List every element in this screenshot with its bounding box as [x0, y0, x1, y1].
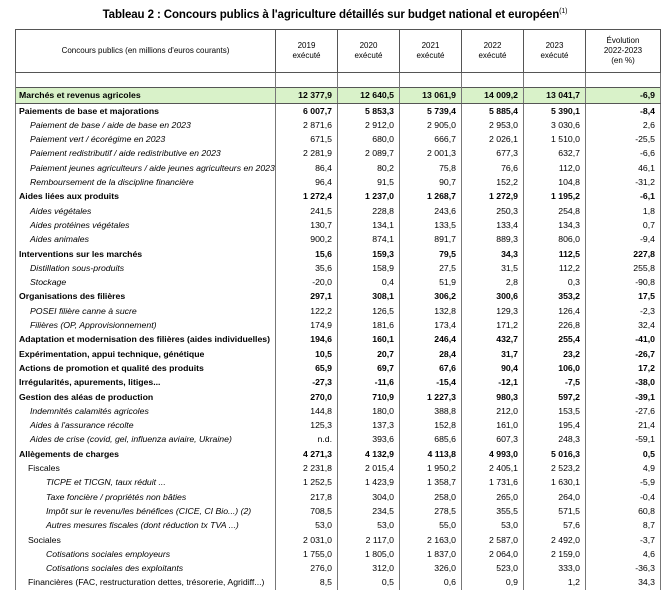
row-label: Gestion des aléas de production: [16, 390, 276, 404]
value-cell: 112,0: [524, 161, 586, 175]
value-cell: 6 007,7: [276, 103, 338, 118]
table-row: [16, 533, 661, 547]
table-row: [16, 103, 661, 118]
value-cell: 1 195,2: [524, 189, 586, 203]
value-cell: 3 030,6: [524, 118, 586, 132]
value-cell: 212,0: [462, 404, 524, 418]
table-row: [16, 361, 661, 375]
value-cell: 243,6: [400, 204, 462, 218]
value-cell: 76,6: [462, 161, 524, 175]
value-cell: 388,8: [400, 404, 462, 418]
header-year-2021: 2021 exécuté: [400, 30, 462, 73]
value-cell: -7,5: [524, 375, 586, 389]
table-row: [16, 132, 661, 146]
row-label: Adaptation et modernisation des filières (aides individuelles): [16, 332, 276, 346]
value-cell: n.d.: [276, 432, 338, 446]
table-row: [16, 461, 661, 475]
value-cell: 1 268,7: [400, 189, 462, 203]
row-label: Indemnités calamités agricoles: [16, 404, 276, 418]
table-row: [16, 247, 661, 261]
value-cell: 4 132,9: [338, 447, 400, 461]
row-label: Aides animales: [16, 232, 276, 246]
row-label: Aides protéines végétales: [16, 218, 276, 232]
value-cell: 69,7: [338, 361, 400, 375]
row-label: Irrégularités, apurements, litiges...: [16, 375, 276, 389]
row-label: Aides à l'assurance récolte: [16, 418, 276, 432]
value-cell: 28,4: [400, 347, 462, 361]
evolution-cell: 0,7: [586, 218, 661, 232]
value-cell: 666,7: [400, 132, 462, 146]
value-cell: 607,3: [462, 432, 524, 446]
value-cell: 5 853,3: [338, 103, 400, 118]
value-cell: 312,0: [338, 561, 400, 575]
value-cell: 134,3: [524, 218, 586, 232]
value-cell: 13 041,7: [524, 88, 586, 103]
row-label: Allègements de charges: [16, 447, 276, 461]
value-cell: 2 871,6: [276, 118, 338, 132]
evolution-cell: -0,4: [586, 490, 661, 504]
value-cell: 2 587,0: [462, 533, 524, 547]
table-row: [16, 232, 661, 246]
row-label: Fiscales: [16, 461, 276, 475]
value-cell: 133,5: [400, 218, 462, 232]
value-cell: 173,4: [400, 318, 462, 332]
value-cell: 297,1: [276, 289, 338, 303]
value-cell: 217,8: [276, 490, 338, 504]
value-cell: 677,3: [462, 146, 524, 160]
value-cell: 2 953,0: [462, 118, 524, 132]
evolution-cell: 4,9: [586, 461, 661, 475]
table-row: [16, 146, 661, 160]
value-cell: 2 492,0: [524, 533, 586, 547]
row-label: Paiement de base / aide de base en 2023: [16, 118, 276, 132]
value-cell: 0,6: [400, 575, 462, 589]
value-cell: 2 026,1: [462, 132, 524, 146]
value-cell: 671,5: [276, 132, 338, 146]
row-label: Cotisations sociales des exploitants: [16, 561, 276, 575]
value-cell: 889,3: [462, 232, 524, 246]
evolution-cell: 227,8: [586, 247, 661, 261]
value-cell: 2 159,0: [524, 547, 586, 561]
evolution-cell: -6,9: [586, 88, 661, 103]
value-cell: 355,5: [462, 504, 524, 518]
table-row: [16, 575, 661, 589]
value-cell: 12 640,5: [338, 88, 400, 103]
value-cell: -12,1: [462, 375, 524, 389]
table-title: Tableau 2 : Concours publics à l'agriculture détaillés sur budget national et européen$^{(1)}$: [102, 8, 568, 21]
table-row: [16, 375, 661, 389]
row-label: Aides végétales: [16, 204, 276, 218]
value-cell: 523,0: [462, 561, 524, 575]
table-row: [16, 118, 661, 132]
table-row: [16, 404, 661, 418]
row-label: Paiements de base et majorations: [16, 103, 276, 118]
row-label: Cotisations sociales employeurs: [16, 547, 276, 561]
value-cell: 91,5: [338, 175, 400, 189]
value-cell: 597,2: [524, 390, 586, 404]
value-cell: 685,6: [400, 432, 462, 446]
header-year-2022: 2022 exécuté: [462, 30, 524, 73]
value-cell: 134,1: [338, 218, 400, 232]
value-cell: 2 089,7: [338, 146, 400, 160]
evolution-cell: 4,6: [586, 547, 661, 561]
table-row: [16, 504, 661, 518]
row-label: Interventions sur les marchés: [16, 247, 276, 261]
value-cell: 228,8: [338, 204, 400, 218]
value-cell: 2,8: [462, 275, 524, 289]
header-year-2019: 2019 exécuté: [276, 30, 338, 73]
value-cell: 130,7: [276, 218, 338, 232]
value-cell: 226,8: [524, 318, 586, 332]
value-cell: 0,3: [524, 275, 586, 289]
evolution-cell: 1,8: [586, 204, 661, 218]
value-cell: 126,4: [524, 304, 586, 318]
row-label: Paiement jeunes agriculteurs / aide jeunes agriculteurs en 2023: [16, 161, 276, 175]
row-label: Filières (OP, Approvisionnement): [16, 318, 276, 332]
value-cell: 900,2: [276, 232, 338, 246]
value-cell: 31,7: [462, 347, 524, 361]
value-cell: 160,1: [338, 332, 400, 346]
value-cell: 2 064,0: [462, 547, 524, 561]
value-cell: 264,0: [524, 490, 586, 504]
value-cell: 125,3: [276, 418, 338, 432]
evolution-cell: -25,5: [586, 132, 661, 146]
value-cell: 2 015,4: [338, 461, 400, 475]
row-label: TICPE et TICGN, taux réduit ...: [16, 475, 276, 489]
evolution-cell: -5,9: [586, 475, 661, 489]
row-label: Taxe foncière / propriétés non bâties: [16, 490, 276, 504]
value-cell: 874,1: [338, 232, 400, 246]
value-cell: 1 237,0: [338, 189, 400, 203]
value-cell: 1 358,7: [400, 475, 462, 489]
row-label: Expérimentation, appui technique, génétique: [16, 347, 276, 361]
row-label: Stockage: [16, 275, 276, 289]
evolution-cell: 32,4: [586, 318, 661, 332]
value-cell: 53,0: [338, 518, 400, 532]
value-cell: 1 510,0: [524, 132, 586, 146]
value-cell: 80,2: [338, 161, 400, 175]
value-cell: 14 009,2: [462, 88, 524, 103]
value-cell: 144,8: [276, 404, 338, 418]
value-cell: 126,5: [338, 304, 400, 318]
evolution-cell: -59,1: [586, 432, 661, 446]
row-label: Actions de promotion et qualité des produits: [16, 361, 276, 375]
value-cell: 2 405,1: [462, 461, 524, 475]
value-cell: 23,2: [524, 347, 586, 361]
value-cell: 270,0: [276, 390, 338, 404]
value-cell: 891,7: [400, 232, 462, 246]
value-cell: 5 885,4: [462, 103, 524, 118]
value-cell: 27,5: [400, 261, 462, 275]
value-cell: 1 731,6: [462, 475, 524, 489]
value-cell: 194,6: [276, 332, 338, 346]
value-cell: 300,6: [462, 289, 524, 303]
row-label: Autres mesures fiscales (dont réduction tx TVA ...): [16, 518, 276, 532]
value-cell: 53,0: [462, 518, 524, 532]
evolution-cell: -38,0: [586, 375, 661, 389]
value-cell: 90,4: [462, 361, 524, 375]
value-cell: 75,8: [400, 161, 462, 175]
value-cell: 152,8: [400, 418, 462, 432]
value-cell: 2 117,0: [338, 533, 400, 547]
table-row: [16, 161, 661, 175]
value-cell: 15,6: [276, 247, 338, 261]
value-cell: 65,9: [276, 361, 338, 375]
evolution-cell: 17,5: [586, 289, 661, 303]
value-cell: 67,6: [400, 361, 462, 375]
value-cell: 171,2: [462, 318, 524, 332]
evolution-cell: -9,4: [586, 232, 661, 246]
value-cell: 680,0: [338, 132, 400, 146]
table-row: [16, 347, 661, 361]
value-cell: 708,5: [276, 504, 338, 518]
value-cell: 79,5: [400, 247, 462, 261]
value-cell: 806,0: [524, 232, 586, 246]
table-row: [16, 204, 661, 218]
evolution-cell: -6,1: [586, 189, 661, 203]
row-label: Distillation sous-produits: [16, 261, 276, 275]
value-cell: 1 837,0: [400, 547, 462, 561]
value-cell: 1 755,0: [276, 547, 338, 561]
table-row: [16, 475, 661, 489]
value-cell: 308,1: [338, 289, 400, 303]
evolution-cell: 60,8: [586, 504, 661, 518]
value-cell: 133,4: [462, 218, 524, 232]
row-label: Impôt sur le revenu/les bénéfices (CICE, CI Bio...) (2): [16, 504, 276, 518]
row-label: Remboursement de la discipline financière: [16, 175, 276, 189]
header-year-2023: 2023 exécuté: [524, 30, 586, 73]
value-cell: 1 630,1: [524, 475, 586, 489]
row-label: Sociales: [16, 533, 276, 547]
value-cell: 10,5: [276, 347, 338, 361]
value-cell: 104,8: [524, 175, 586, 189]
value-cell: 333,0: [524, 561, 586, 575]
value-cell: 0,9: [462, 575, 524, 589]
table-row: [16, 289, 661, 303]
row-label: Financières (FAC, restructuration dettes, trésorerie, Agridiff...): [16, 575, 276, 589]
evolution-cell: -2,3: [586, 304, 661, 318]
value-cell: 86,4: [276, 161, 338, 175]
value-cell: 13 061,9: [400, 88, 462, 103]
row-label: Aides liées aux produits: [16, 189, 276, 203]
evolution-cell: -31,2: [586, 175, 661, 189]
value-cell: 1 423,9: [338, 475, 400, 489]
value-cell: 129,3: [462, 304, 524, 318]
value-cell: 112,2: [524, 261, 586, 275]
value-cell: 980,3: [462, 390, 524, 404]
value-cell: 276,0: [276, 561, 338, 575]
evolution-cell: -26,7: [586, 347, 661, 361]
evolution-cell: 34,3: [586, 575, 661, 589]
value-cell: 5 016,3: [524, 447, 586, 461]
value-cell: 180,0: [338, 404, 400, 418]
table-row: [16, 261, 661, 275]
value-cell: 153,5: [524, 404, 586, 418]
evolution-cell: -8,4: [586, 103, 661, 118]
header-year-2020: 2020 exécuté: [338, 30, 400, 73]
value-cell: 4 271,3: [276, 447, 338, 461]
table-row: [16, 547, 661, 561]
value-cell: 2 281,9: [276, 146, 338, 160]
value-cell: 132,8: [400, 304, 462, 318]
value-cell: 137,3: [338, 418, 400, 432]
row-label: Aides de crise (covid, gel, influenza aviaire, Ukraine): [16, 432, 276, 446]
value-cell: 265,0: [462, 490, 524, 504]
value-cell: 326,0: [400, 561, 462, 575]
table-row: [16, 88, 661, 103]
table-row: [16, 189, 661, 203]
value-cell: 20,7: [338, 347, 400, 361]
value-cell: 2 163,0: [400, 533, 462, 547]
value-cell: -15,4: [400, 375, 462, 389]
value-cell: 174,9: [276, 318, 338, 332]
evolution-cell: -27,6: [586, 404, 661, 418]
value-cell: 2 905,0: [400, 118, 462, 132]
value-cell: 90,7: [400, 175, 462, 189]
value-cell: 4 113,8: [400, 447, 462, 461]
evolution-cell: -90,8: [586, 275, 661, 289]
table-row: [16, 175, 661, 189]
table-row: [16, 518, 661, 532]
value-cell: -11,6: [338, 375, 400, 389]
evolution-cell: -41,0: [586, 332, 661, 346]
table-row: [16, 304, 661, 318]
evolution-cell: -39,1: [586, 390, 661, 404]
value-cell: 2 523,2: [524, 461, 586, 475]
value-cell: 34,3: [462, 247, 524, 261]
value-cell: 1 272,9: [462, 189, 524, 203]
value-cell: 161,0: [462, 418, 524, 432]
value-cell: 57,6: [524, 518, 586, 532]
value-cell: 1 272,4: [276, 189, 338, 203]
value-cell: 2 912,0: [338, 118, 400, 132]
header-evolution: Évolution 2022-2023 (en %): [586, 30, 661, 73]
value-cell: 710,9: [338, 390, 400, 404]
value-cell: 304,0: [338, 490, 400, 504]
value-cell: 1 227,3: [400, 390, 462, 404]
row-label: POSEI filière canne à sucre: [16, 304, 276, 318]
value-cell: 53,0: [276, 518, 338, 532]
table-row: [16, 561, 661, 575]
evolution-cell: 2,6: [586, 118, 661, 132]
value-cell: 31,5: [462, 261, 524, 275]
evolution-cell: 17,2: [586, 361, 661, 375]
public-support-table: [15, 29, 661, 590]
value-cell: 234,5: [338, 504, 400, 518]
table-row: [16, 390, 661, 404]
value-cell: 571,5: [524, 504, 586, 518]
value-cell: 51,9: [400, 275, 462, 289]
table-row: [16, 490, 661, 504]
value-cell: 55,0: [400, 518, 462, 532]
value-cell: 158,9: [338, 261, 400, 275]
spacer-row: [16, 73, 661, 88]
evolution-cell: 0,5: [586, 447, 661, 461]
value-cell: 159,3: [338, 247, 400, 261]
evolution-cell: -3,7: [586, 533, 661, 547]
row-label: Marchés et revenus agricoles: [16, 88, 276, 103]
row-label: Organisations des filières: [16, 289, 276, 303]
table-row: [16, 418, 661, 432]
value-cell: 353,2: [524, 289, 586, 303]
value-cell: 5 390,1: [524, 103, 586, 118]
value-cell: 152,2: [462, 175, 524, 189]
value-cell: 112,5: [524, 247, 586, 261]
table-row: [16, 318, 661, 332]
value-cell: 1 950,2: [400, 461, 462, 475]
value-cell: 8,5: [276, 575, 338, 589]
value-cell: 2 231,8: [276, 461, 338, 475]
evolution-cell: 46,1: [586, 161, 661, 175]
table-row: [16, 447, 661, 461]
value-cell: 4 993,0: [462, 447, 524, 461]
value-cell: -20,0: [276, 275, 338, 289]
value-cell: 241,5: [276, 204, 338, 218]
value-cell: 254,8: [524, 204, 586, 218]
value-cell: 195,4: [524, 418, 586, 432]
evolution-cell: 8,7: [586, 518, 661, 532]
value-cell: 2 031,0: [276, 533, 338, 547]
table-row: [16, 218, 661, 232]
evolution-cell: 255,8: [586, 261, 661, 275]
value-cell: 12 377,9: [276, 88, 338, 103]
evolution-cell: 21,4: [586, 418, 661, 432]
value-cell: 248,3: [524, 432, 586, 446]
value-cell: 278,5: [400, 504, 462, 518]
header-label: Concours publics (en millions d'euros courants): [16, 30, 276, 73]
value-cell: 1,2: [524, 575, 586, 589]
value-cell: 122,2: [276, 304, 338, 318]
value-cell: -27,3: [276, 375, 338, 389]
value-cell: 35,6: [276, 261, 338, 275]
value-cell: 432,7: [462, 332, 524, 346]
row-label: Paiement vert / écorégime en 2023: [16, 132, 276, 146]
value-cell: 0,4: [338, 275, 400, 289]
table-row: [16, 332, 661, 346]
value-cell: 255,4: [524, 332, 586, 346]
value-cell: 1 805,0: [338, 547, 400, 561]
evolution-cell: -36,3: [586, 561, 661, 575]
table-row: [16, 432, 661, 446]
value-cell: 250,3: [462, 204, 524, 218]
value-cell: 258,0: [400, 490, 462, 504]
value-cell: 393,6: [338, 432, 400, 446]
title-footnote-marker: (1): [559, 8, 568, 15]
row-label: Paiement redistributif / aide redistributive en 2023: [16, 146, 276, 160]
value-cell: 96,4: [276, 175, 338, 189]
value-cell: 306,2: [400, 289, 462, 303]
value-cell: 5 739,4: [400, 103, 462, 118]
evolution-cell: -6,6: [586, 146, 661, 160]
table-row: [16, 275, 661, 289]
value-cell: 632,7: [524, 146, 586, 160]
value-cell: 2 001,3: [400, 146, 462, 160]
table-header-row: [16, 30, 661, 73]
value-cell: 246,4: [400, 332, 462, 346]
value-cell: 0,5: [338, 575, 400, 589]
value-cell: 1 252,5: [276, 475, 338, 489]
value-cell: 181,6: [338, 318, 400, 332]
value-cell: 106,0: [524, 361, 586, 375]
